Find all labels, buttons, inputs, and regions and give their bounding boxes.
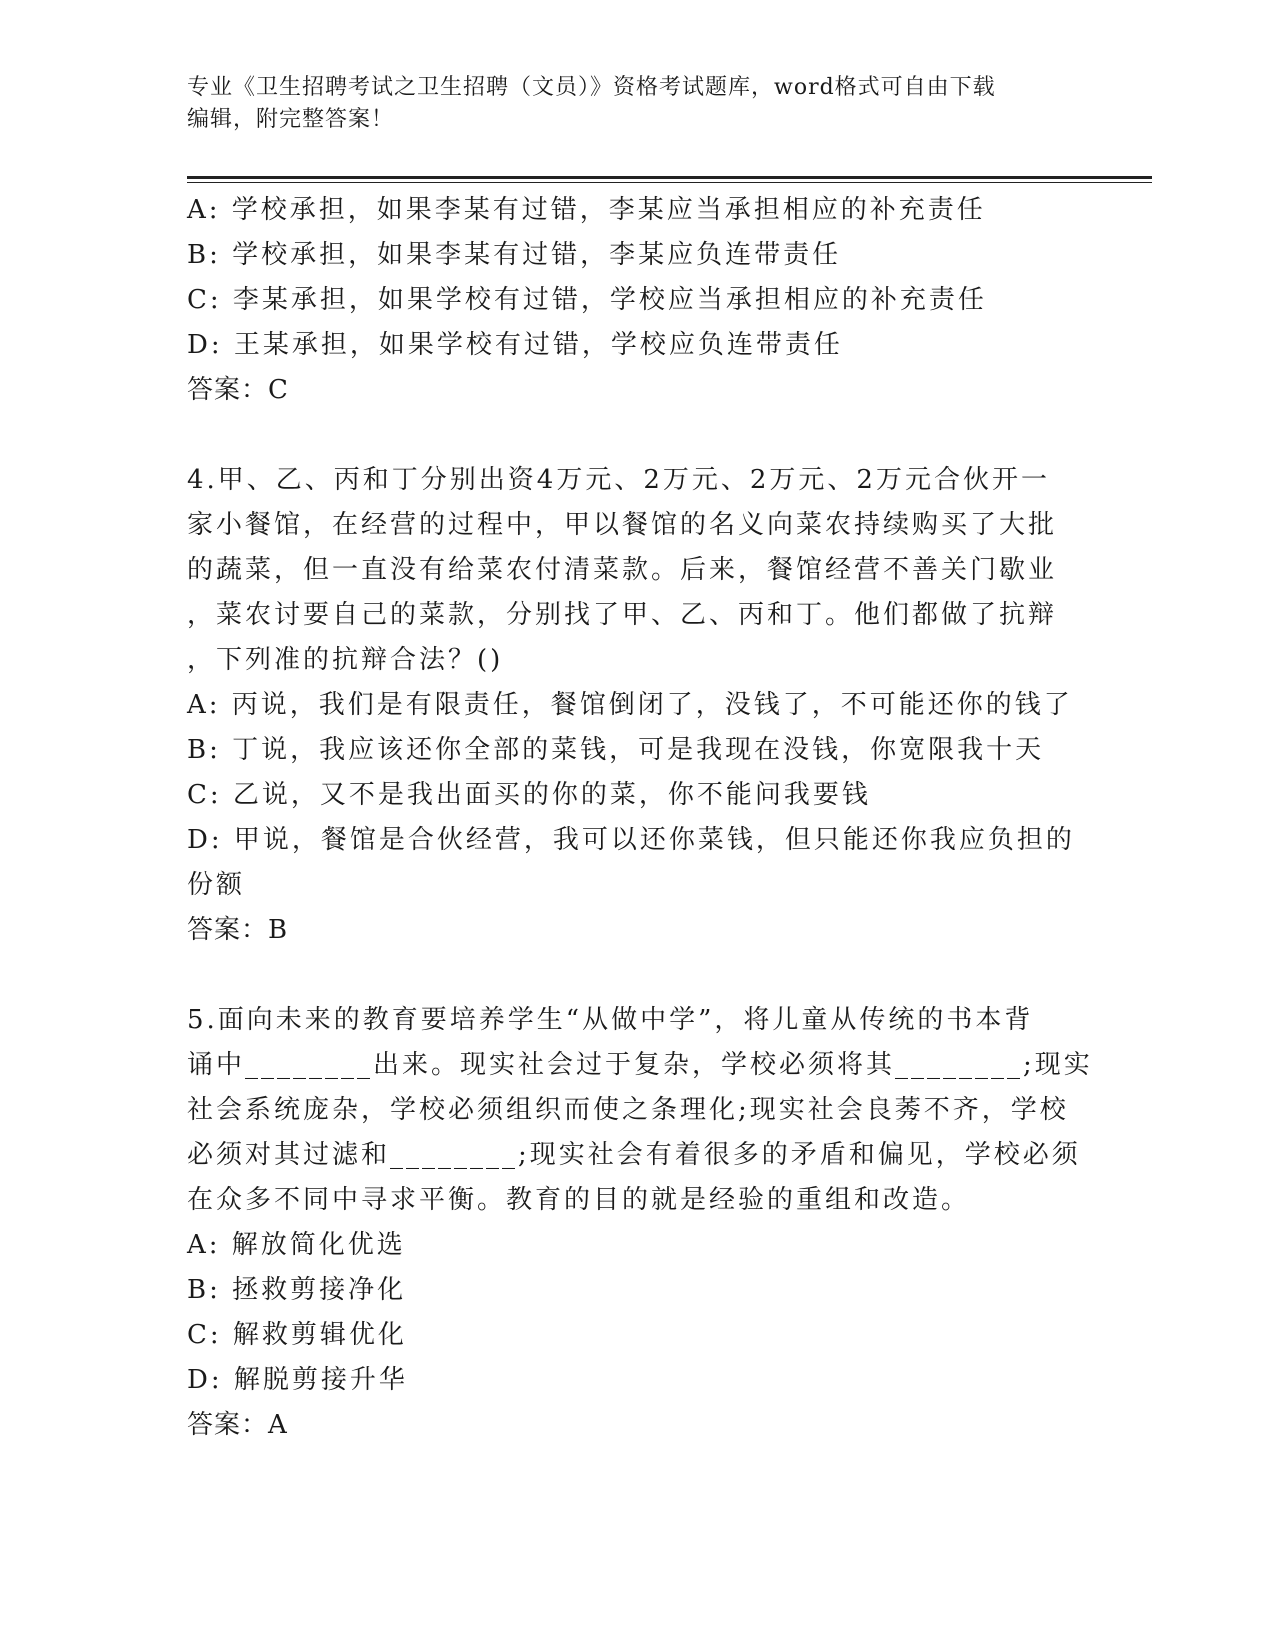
question-text-line: 4.甲、乙、丙和丁分别出资4万元、2万元、2万元、2万元合伙开一 <box>187 465 1050 495</box>
option-b: B: 丁说，我应该还你全部的菜钱，可是我现在没钱，你宽限我十天 <box>187 735 1045 765</box>
option-a: A: 学校承担，如果李某有过错，李某应当承担相应的补充责任 <box>187 195 986 225</box>
question-text-line: 的蔬菜，但一直没有给菜农付清菜款。后来，餐馆经营不善关门歇业 <box>187 555 1058 585</box>
question-5 <box>187 998 1093 1448</box>
option-c: C: 解救剪辑优化 <box>187 1320 407 1350</box>
document-header <box>187 72 1067 136</box>
question-text-line: 社会系统庞杂，学校必须组织而使之条理化;现实社会良莠不齐，学校 <box>187 1095 1069 1125</box>
header-rule-thin <box>187 182 1152 183</box>
option-d-continued: 份额 <box>187 870 246 900</box>
question-text-line: 在众多不同中寻求平衡。教育的目的就是经验的重组和改造。 <box>187 1185 971 1215</box>
question-3 <box>187 188 1087 413</box>
question-text-line: ，菜农讨要自己的菜款，分别找了甲、乙、丙和丁。他们都做了抗辩 <box>187 600 1058 630</box>
option-b: B: 拯救剪接净化 <box>187 1275 407 1305</box>
header-rule-thick <box>187 176 1152 179</box>
answer: 答案：C <box>187 375 289 405</box>
header-line-1: 专业《卫生招聘考试之卫生招聘（文员）》资格考试题库，word格式可自由下载 <box>187 75 996 100</box>
option-b: B: 学校承担，如果李某有过错，李某应负连带责任 <box>187 240 842 270</box>
question-text-line: 诵中________出来。现实社会过于复杂，学校必须将其________;现实 <box>187 1050 1093 1080</box>
question-text-line: 5.面向未来的教育要培养学生“从做中学”，将儿童从传统的书本背 <box>187 1005 1034 1035</box>
answer: 答案：A <box>187 1410 288 1440</box>
option-a: A: 丙说，我们是有限责任，餐馆倒闭了，没钱了，不可能还你的钱了 <box>187 690 1073 720</box>
question-content <box>187 188 1093 1448</box>
option-c: C: 李某承担，如果学校有过错，学校应当承担相应的补充责任 <box>187 285 987 315</box>
question-text-line: 必须对其过滤和________;现实社会有着很多的矛盾和偏见，学校必须 <box>187 1140 1081 1170</box>
option-d: D: 甲说，餐馆是合伙经营，我可以还你菜钱，但只能还你我应负担的 <box>187 825 1075 855</box>
header-line-2: 编辑，附完整答案！ <box>187 107 395 132</box>
option-d: D: 王某承担，如果学校有过错，学校应负连带责任 <box>187 330 843 360</box>
question-4 <box>187 458 1087 953</box>
answer: 答案：B <box>187 915 289 945</box>
question-text-line: 家小餐馆，在经营的过程中，甲以餐馆的名义向菜农持续购买了大批 <box>187 510 1058 540</box>
question-text-line: ，下列准的抗辩合法？() <box>187 645 504 675</box>
option-a: A: 解放简化优选 <box>187 1230 406 1260</box>
option-c: C: 乙说，又不是我出面买的你的菜，你不能问我要钱 <box>187 780 871 810</box>
option-d: D: 解脱剪接升华 <box>187 1365 408 1395</box>
